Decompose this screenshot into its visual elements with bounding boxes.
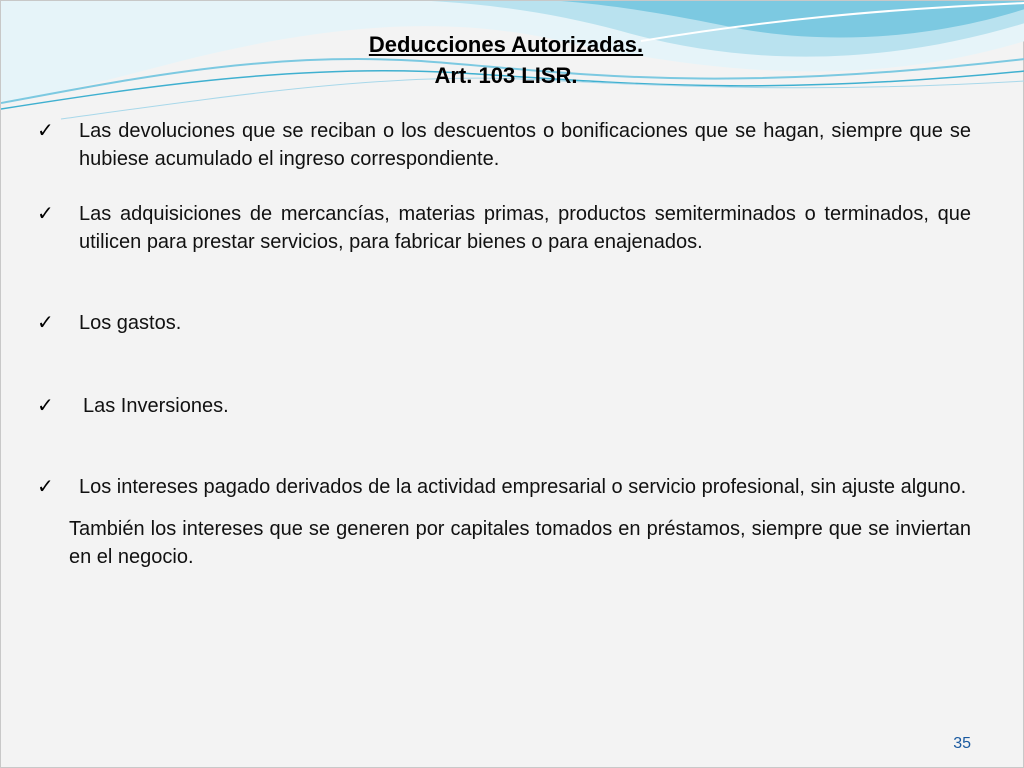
page-number: 35 xyxy=(953,735,971,752)
check-icon: ✓ xyxy=(37,120,54,142)
list-item xyxy=(37,200,971,256)
list-item-text: Las adquisiciones de mercancías, materias primas, productos semiterminados o terminados, que utilicen para prestar servicios, para fabricar bienes o para enajenados. xyxy=(79,203,971,253)
slide-subtitle: Art. 103 LISR. xyxy=(434,63,578,88)
bullet-list xyxy=(37,117,971,571)
extra-paragraph xyxy=(37,515,971,571)
check-icon: ✓ xyxy=(37,395,54,417)
list-item-text: Las Inversiones. xyxy=(83,395,229,417)
check-icon: ✓ xyxy=(37,476,54,498)
list-item-text: Los intereses pagado derivados de la actividad empresarial o servicio profesional, sin ajuste alguno. xyxy=(79,476,967,498)
list-item xyxy=(37,309,971,337)
slide-title: Deducciones Autorizadas. xyxy=(368,32,644,57)
list-item-text: Los gastos. xyxy=(79,312,182,334)
check-icon: ✓ xyxy=(37,203,54,225)
list-item xyxy=(37,392,971,420)
check-icon: ✓ xyxy=(37,312,54,334)
list-item xyxy=(37,473,971,501)
title-block xyxy=(1,29,1011,91)
list-item-text: Las devoluciones que se reciban o los descuentos o bonificaciones que se hagan, siempre que se hubiese acumulado el ingreso correspondiente. xyxy=(79,120,971,170)
extra-paragraph-text: También los intereses que se generen por capitales tomados en préstamos, siempre que se inviertan en el negocio. xyxy=(69,518,971,568)
list-item xyxy=(37,117,971,173)
